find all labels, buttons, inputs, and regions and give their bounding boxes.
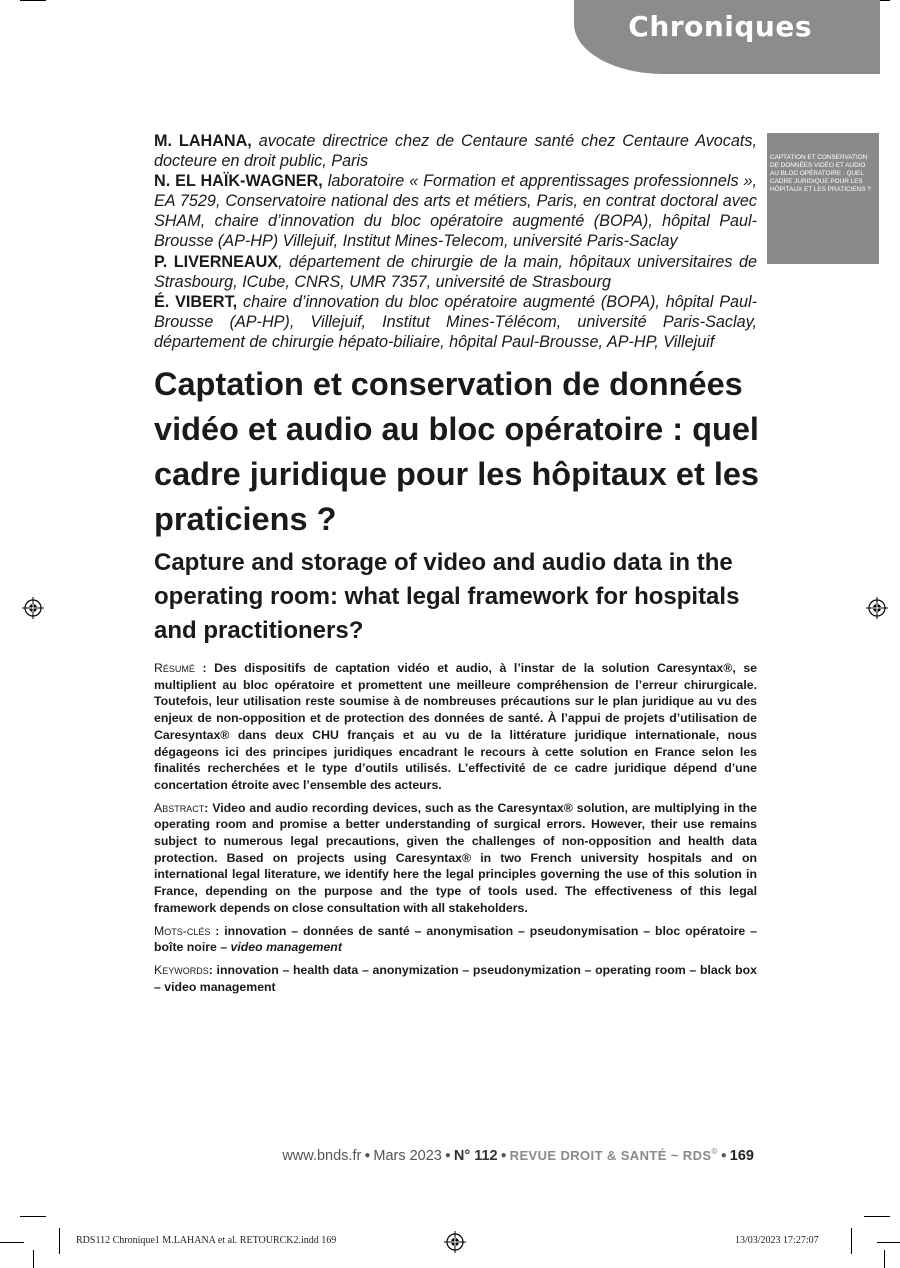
running-title-box [767,133,879,264]
crop-mark [877,1242,900,1243]
section-tab [574,0,880,74]
section-tab-label: Chroniques [628,10,812,43]
abstract-block [154,660,757,1001]
resume-sep: : [194,661,215,675]
footer-date: Mars 2023 [373,1147,442,1164]
author-entry [154,171,757,251]
footer-bullet: ● [444,1149,451,1161]
registration-mark-icon [866,597,888,619]
footer-bullet: ● [500,1149,507,1161]
abstract-sep: : [204,800,213,815]
mots-cles-paragraph [154,923,757,956]
keywords-label: Keywords [154,962,209,977]
footer-journal-mark: © [711,1147,718,1156]
abstract-text: Video and audio recording devices, such as the Caresyntax® solution, are multiplying in the operating room and promise a better understanding of surgical errors. However, their use remains subject to numerous legal precautions, given the challenges of non-opposition and health data protection. Based on projects using Caresyntax® in two French university hospitals and on international legal literature, we identify here the legal principles governing the use of this solution in France, depending on the purpose and the type of tools used. The effectiveness of this legal framework depends on close consultation with all stakeholders. [154,800,757,915]
registration-mark-icon [22,597,44,619]
mots-cles-label: Mots-clés [154,923,211,938]
crop-mark [851,1228,852,1254]
registration-mark-icon [444,1231,466,1253]
keywords-paragraph [154,962,757,995]
crop-mark [20,0,46,1]
crop-mark [20,1216,46,1217]
author-list [154,131,757,352]
footer-bullet: ● [364,1149,371,1161]
resume-label: Résumé [154,661,195,675]
footer-bullet: ● [720,1149,727,1161]
author-affiliation: , département de chirurgie de la main, hôpitaux universitaires de Strasbourg, ICube, CNRS, UMR 7357, université de Strasbourg [154,252,757,291]
slug-filename: RDS112 Chronique1 M.LAHANA et al. RETOURCK2.indd 169 [76,1235,337,1246]
crop-mark [0,1242,24,1243]
author-name: P. LIVERNEAUX [154,252,279,271]
author-affiliation: chaire d’innovation du bloc opératoire augmenté (BOPA), hôpital Paul-Brousse (AP-HP), Villejuif, Institut Mines-Télécom, université Paris-Saclay, département de chirurgie hépato-biliaire, hôpital Paul-Brousse, AP-HP, Villejuif [154,292,757,351]
keywords-sep: : [208,962,217,977]
article-title-en: Capture and storage of video and audio data in the operating room: what legal framework for hospitals and practitioners? [154,549,740,644]
running-title: CAPTATION ET CONSERVATION DE DONNÉES VIDÉO ET AUDIO AU BLOC OPÉRATOIRE : QUEL CADRE JURIDIQUE POUR LES HÔPITAUX ET LES PRATICIENS ? [770,154,871,193]
crop-mark [33,1250,34,1268]
page-footer [0,1147,754,1164]
abstract-label: Abstract [154,800,205,815]
author-affiliation: laboratoire « Formation et apprentissages professionnels », EA 7529, Conservatoire national des arts et métiers, Paris, en contrat doctoral avec SHAM, chaire d’innovation du bloc opératoire augmenté (BOPA), hôpital Paul-Brousse (AP-HP) Villejuif, Institut Mines-Telecom, université Paris-Saclay [154,172,758,251]
page-number: 169 [729,1147,754,1164]
footer-site: www.bnds.fr [282,1147,362,1164]
abstract-paragraph [154,800,757,917]
crop-mark [884,1250,885,1268]
resume-text: Des dispositifs de captation vidéo et audio, à l’instar de la solution Caresyntax®, se multiplient au bloc opératoire et promettent une meilleure compréhension de l’erreur chirurgicale. Toutefois, leur utilisation reste soumise à de nombreuses précautions sur le plan juridique au vu des enjeux de non-opposition et de protection des données de santé. À l’appui de projets d’utilisation de Caresyntax® dans deux CHU français et au vu de la littérature juridique internationale, nous dégageons ici des principes juridiques encadrant le recours à cette solution en France selon les finalités recherchées et le type d’outils utilisés. L’effectivité de ce cadre juridique dépend d’une concertation étroite avec l’ensemble des acteurs. [154,661,757,792]
resume-paragraph [154,660,757,794]
keywords-text: innovation – health data – anonymization – pseudonymization – operating room – black box – video management [154,962,757,994]
author-entry [154,131,757,171]
mots-cles-italic: video management [230,940,342,955]
author-name: É. VIBERT, [154,292,238,311]
author-entry [154,292,757,352]
footer-journal: REVUE DROIT & SANTÉ ~ RDS [509,1147,712,1163]
crop-mark [864,1216,890,1217]
author-name: N. EL HAÏK-WAGNER, [154,172,323,191]
article-title-fr: Captation et conservation de données vidéo et audio au bloc opératoire : quel cadre juridique pour les hôpitaux et les praticiens ? [154,366,759,537]
slug-timestamp: 13/03/2023 17:27:07 [735,1235,819,1246]
mots-cles-text: innovation – données de santé – anonymisation – pseudonymisation – bloc opératoire – boîte noire – [154,923,757,955]
mots-cles-sep: : [210,923,225,938]
author-affiliation: avocate directrice chez de Centaure santé chez Centaure Avocats, docteure en droit public, Paris [154,132,757,171]
author-name: M. LAHANA, [154,132,252,150]
footer-issue: N° 112 [453,1147,498,1164]
author-entry [154,252,757,292]
crop-mark [59,1228,60,1254]
